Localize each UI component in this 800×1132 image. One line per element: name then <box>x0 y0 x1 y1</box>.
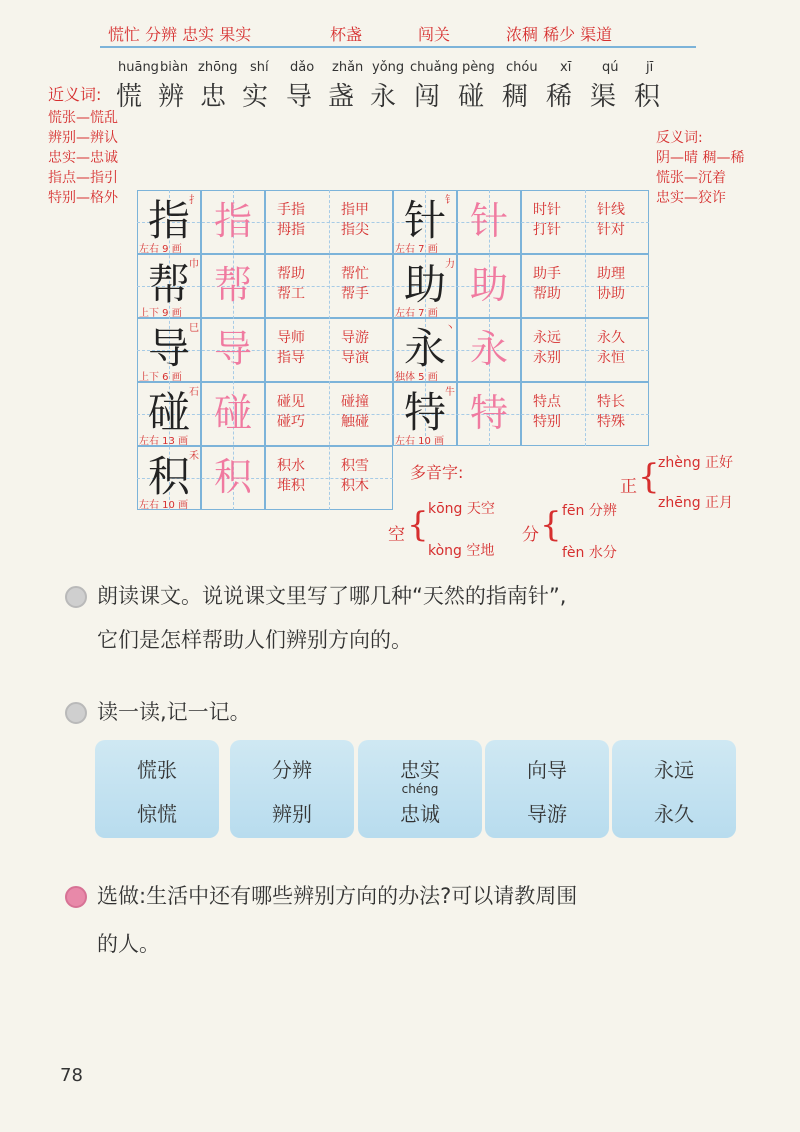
word-pair: 帮忙 帮手 <box>341 266 369 302</box>
word-pair: 积水 堆积 <box>277 458 305 494</box>
radical: 钅 <box>445 195 455 206</box>
pinyin: chuǎng <box>410 60 459 75</box>
grid-guide <box>585 190 586 446</box>
page-number: 78 <box>60 1065 83 1086</box>
char: 积 <box>634 82 661 112</box>
pinyin: biàn <box>160 60 189 75</box>
char: 渠 <box>590 82 617 112</box>
word-pair: 指甲 指尖 <box>341 202 369 238</box>
word-pair: 针线 针对 <box>597 202 625 238</box>
task-text: 选做:生活中还有哪些辨别方向的办法?可以请教周围 <box>97 884 578 908</box>
top-words-1: 慌忙 分辨 忠实 果实 <box>108 25 252 44</box>
antonyms-title: 反义词: <box>656 130 703 146</box>
pinyin: huāng <box>118 60 159 75</box>
word-card <box>95 740 219 838</box>
task-text: 朗读课文。说说课文里写了哪几种“天然的指南针”, <box>97 584 567 608</box>
pinyin: jī <box>646 60 654 75</box>
word-pair: 助理 协助 <box>597 266 625 302</box>
radical: 丶 <box>445 323 455 334</box>
polyphone-reading: zhèng 正好 <box>658 455 734 471</box>
polyphone-title: 多音字: <box>410 463 464 482</box>
word-pair: 积雪 积木 <box>341 458 369 494</box>
card-word: 忠诚 <box>400 802 440 826</box>
char: 导 <box>286 82 313 112</box>
radical: 力 <box>445 259 455 270</box>
radical: 禾 <box>189 451 199 462</box>
polyphone-reading: kōng 天空 <box>428 501 495 517</box>
synonyms-list <box>48 108 118 208</box>
task-text: 读一读,记一记。 <box>97 700 251 724</box>
polyphone-char-fen: 分 <box>522 525 539 545</box>
read-icon <box>65 702 87 724</box>
synonym-item: 特别—格外 <box>48 190 118 206</box>
char-ji: 积 <box>148 452 191 501</box>
stroke-info: 左右 7 画 <box>395 308 438 319</box>
stroke-info: 上下 9 画 <box>139 308 182 319</box>
pinyin: yǒng <box>372 60 405 75</box>
card-word: 慌张 <box>137 758 177 782</box>
trace-dao: 导 <box>214 327 253 371</box>
card-word: 惊慌 <box>137 802 177 826</box>
trace-bang: 帮 <box>214 263 253 307</box>
radical: 石 <box>189 387 199 398</box>
radical: 扌 <box>189 195 199 206</box>
word-pair: 时针 打针 <box>533 202 561 238</box>
synonyms-title: 近义词: <box>48 85 102 104</box>
polyphone-char-zheng: 正 <box>620 477 637 497</box>
char: 稠 <box>502 82 529 112</box>
stroke-info: 左右 10 画 <box>395 436 445 447</box>
polyphone-reading: kòng 空地 <box>428 543 495 559</box>
polyphone-reading: fèn 水分 <box>562 545 617 561</box>
pinyin: qú <box>602 60 619 75</box>
polyphone-reading: zhēng 正月 <box>658 495 734 511</box>
card-word: 向导 <box>527 758 567 782</box>
char-dao: 导 <box>148 324 191 373</box>
stroke-info: 左右 9 画 <box>139 244 182 255</box>
char: 碰 <box>458 82 485 112</box>
pinyin: shí <box>250 60 269 75</box>
task-text: 的人。 <box>97 932 160 956</box>
char: 闯 <box>414 82 441 112</box>
card-word: 永远 <box>654 758 694 782</box>
card-word: 忠实 <box>400 758 440 782</box>
card-word: 导游 <box>527 802 567 826</box>
trace-ji: 积 <box>214 455 253 499</box>
stroke-info: 左右 13 画 <box>139 436 189 447</box>
char-yong: 永 <box>404 324 447 373</box>
char: 盏 <box>328 82 355 112</box>
word-card <box>230 740 354 838</box>
synonym-item: 慌张—慌乱 <box>48 110 118 126</box>
card-word: 分辨 <box>272 758 312 782</box>
char: 慌 <box>116 82 143 112</box>
trace-zhi: 指 <box>214 199 253 243</box>
top-words-4: 浓稠 稀少 渠道 <box>506 25 613 44</box>
char-zhi: 指 <box>148 196 191 245</box>
char: 忠 <box>200 82 227 112</box>
synonym-item: 忠实—忠诚 <box>48 150 118 166</box>
word-pair: 导师 指导 <box>277 330 305 366</box>
card-word: 永久 <box>654 802 694 826</box>
pinyin: pèng <box>462 60 495 75</box>
word-card <box>485 740 609 838</box>
pinyin: chóu <box>506 60 538 75</box>
stroke-info: 左右 10 画 <box>139 500 189 511</box>
stroke-info: 左右 7 画 <box>395 244 438 255</box>
char-te: 特 <box>404 388 447 437</box>
card-word: 辨别 <box>272 802 312 826</box>
char-peng: 碰 <box>148 388 191 437</box>
brace: { <box>407 505 429 545</box>
trace-yong: 永 <box>470 327 509 371</box>
divider-line <box>100 46 696 48</box>
word-card <box>358 740 482 838</box>
pinyin: dǎo <box>290 60 315 75</box>
polyphone-char-kong: 空 <box>388 525 405 545</box>
char-zhen: 针 <box>404 196 447 245</box>
trace-peng: 碰 <box>214 391 253 435</box>
stroke-info: 上下 6 画 <box>139 372 182 383</box>
char: 永 <box>370 82 397 112</box>
char-zhu: 助 <box>404 260 447 309</box>
brace: { <box>638 457 660 497</box>
pinyin: zhōng <box>198 60 238 75</box>
word-pair: 助手 帮助 <box>533 266 561 302</box>
top-words-2: 杯盏 <box>330 25 363 44</box>
word-pair: 帮助 帮工 <box>277 266 305 302</box>
char: 稀 <box>546 82 573 112</box>
trace-zhen: 针 <box>470 199 509 243</box>
word-pair: 永远 永别 <box>533 330 561 366</box>
antonym-item: 忠实—狡诈 <box>656 190 726 206</box>
optional-icon <box>65 886 87 908</box>
read-aloud-icon <box>65 586 87 608</box>
trace-zhu: 助 <box>470 263 509 307</box>
synonym-item: 指点—指引 <box>48 170 118 186</box>
pinyin: zhǎn <box>332 60 364 75</box>
word-card <box>612 740 736 838</box>
radical: 巳 <box>189 323 199 334</box>
character-grid <box>137 190 649 510</box>
word-pair: 导游 导演 <box>341 330 369 366</box>
char: 实 <box>242 82 269 112</box>
antonym-item: 慌张—沉着 <box>656 170 726 186</box>
radical: 巾 <box>189 259 199 270</box>
top-words-3: 闯关 <box>418 25 451 44</box>
char-bang: 帮 <box>148 260 191 309</box>
antonym-item: 阴—晴 稠—稀 <box>656 150 745 166</box>
antonyms-list <box>656 128 744 208</box>
synonym-item: 辨别—辨认 <box>48 130 118 146</box>
task-text: 它们是怎样帮助人们辨别方向的。 <box>97 628 412 652</box>
word-pair: 特点 特别 <box>533 394 561 430</box>
word-pair: 特长 特殊 <box>597 394 625 430</box>
stroke-info: 独体 5 画 <box>395 372 438 383</box>
word-pair: 碰见 碰巧 <box>277 394 305 430</box>
char: 辨 <box>158 82 185 112</box>
trace-te: 特 <box>470 391 509 435</box>
radical: 牛 <box>445 387 455 398</box>
polyphone-reading: fēn 分辨 <box>562 503 617 519</box>
word-pair: 手指 拇指 <box>277 202 305 238</box>
pinyin: xī <box>560 60 572 75</box>
word-pair: 永久 永恒 <box>597 330 625 366</box>
brace: { <box>540 505 562 545</box>
word-pair: 碰撞 触碰 <box>341 394 369 430</box>
card-pinyin: chéng <box>401 782 439 796</box>
